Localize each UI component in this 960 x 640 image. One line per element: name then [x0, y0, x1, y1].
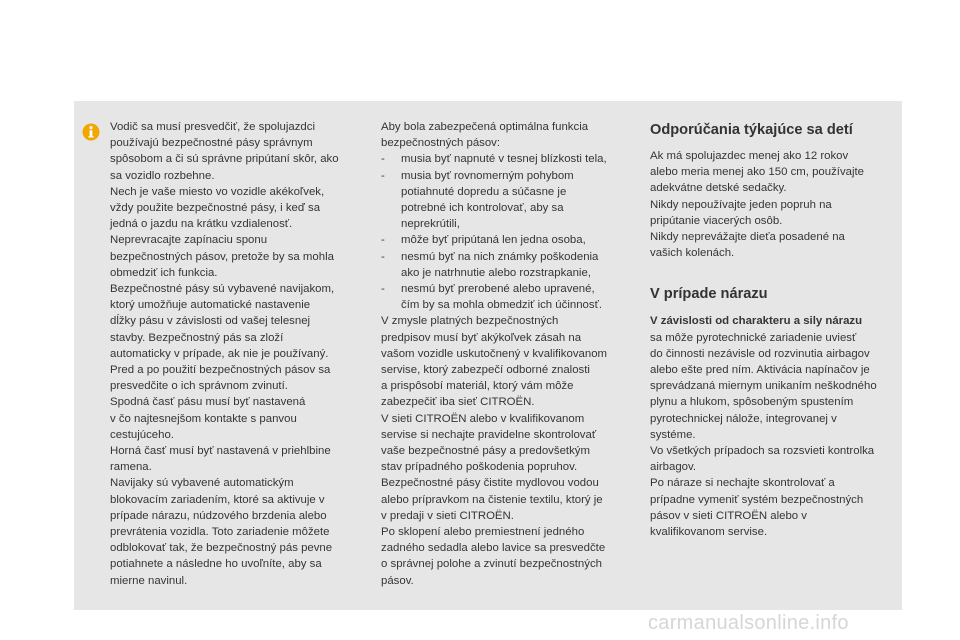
- text-line: alebo ešte pred ním. Aktivácia napínačov je: [650, 364, 870, 377]
- dash-bullet: -: [381, 250, 385, 263]
- text-line: v predaji v sieti CITROËN.: [381, 509, 514, 522]
- text-line: servise si nechajte pravidelne skontrolovať: [381, 428, 597, 441]
- text-line: prevrátenia vozidla. Toto zariadenie môžete: [110, 526, 330, 539]
- text-line: a prispôsobí materiál, ktorý vám môže: [381, 380, 574, 393]
- text-line: airbagov.: [650, 461, 697, 474]
- text-line: zadného sedadla alebo lavice sa presvedčte: [381, 542, 606, 555]
- text-line: môže byť pripútaná len jedna osoba,: [401, 234, 586, 247]
- section-heading-impact: V prípade nárazu: [650, 286, 768, 303]
- seatbelt-instructions-column: [110, 119, 360, 589]
- text-line: vaše bezpečnostné pásy a predovšetkým: [381, 445, 590, 458]
- text-line: vždy použite bezpečnostné pásy, i keď sa: [110, 202, 321, 215]
- text-line: Nikdy neprevážajte dieťa posadené na: [650, 231, 845, 244]
- text-line: servise, ktorý zabezpečí odborné znalosti: [381, 364, 590, 377]
- text-line: Pred a po použití bezpečnostných pásov sa: [110, 364, 331, 377]
- text-line: Horná časť musí byť nastavená v priehlbine: [110, 445, 331, 458]
- text-line: presvedčite o ich správnom zvinutí.: [110, 380, 288, 393]
- text-line: sprevádzaná miernym unikaním neškodného: [650, 380, 877, 393]
- list-item: [381, 168, 639, 233]
- text-line: o správnej polohe a zvinutí bezpečnostných: [381, 558, 602, 571]
- text-line: Bezpečnostné pásy čistite mydlovou vodou: [381, 477, 599, 490]
- text-line: Nikdy nepoužívajte jeden popruh na: [650, 198, 832, 211]
- text-line: musia byť napnuté v tesnej blízkosti tela,: [401, 153, 607, 166]
- text-line: neprekrútili,: [401, 218, 460, 231]
- text-line: prípadne vymeniť systém bezpečnostných: [650, 493, 864, 506]
- text-line: v čo najtesnejšom kontakte s panvou: [110, 412, 297, 425]
- text-line: kvalifikovanom servise.: [650, 526, 768, 539]
- dash-bullet: -: [381, 283, 385, 296]
- text-line: ako je natrhnutie alebo rozstrapkanie,: [401, 266, 591, 279]
- text-line: spôsobom a či sú správne pripútaní skôr, ako: [110, 153, 339, 166]
- text-line: plynu a hlukom, spôsobeným spustením: [650, 396, 854, 409]
- dash-bullet: -: [381, 169, 385, 182]
- text-line: Bezpečnostné pásy sú vybavené navijakom,: [110, 283, 335, 296]
- text-line: systéme.: [650, 428, 696, 441]
- text-line: vašich kolenách.: [650, 247, 735, 260]
- list-item-text: [401, 232, 639, 248]
- text-line: Aby bola zabezpečená optimálna funkcia: [381, 121, 589, 133]
- text-line: blokovacím zariadením, ktoré sa aktivuje v: [110, 493, 325, 506]
- text-line: Vodič sa musí presvedčiť, že spolujazdci: [110, 121, 315, 133]
- list-item: [381, 281, 639, 313]
- text-line: zabezpečiť iba sieť CITROËN.: [381, 396, 535, 409]
- text-line: mierne navinul.: [110, 574, 188, 587]
- text-line: predpisov musí byť akýkoľvek zásah na: [381, 331, 582, 344]
- text-line: obmedziť ich funkcia.: [110, 266, 218, 279]
- text-line: čím by sa mohla obmedziť ich účinnosť.: [401, 299, 603, 312]
- dash-bullet: -: [381, 153, 385, 166]
- watermark: carmanualsonline.info: [648, 612, 849, 634]
- list-item-text: [401, 151, 639, 167]
- text-line: vašom vozidle uskutočnený v kvalifikovanom: [381, 347, 608, 360]
- text-line: V sieti CITROËN alebo v kvalifikovanom: [381, 412, 585, 425]
- text-line: odblokovať tak, že bezpečnostný pás pevne: [110, 542, 333, 555]
- text-line: Neprevracajte zapínaciu sponu: [110, 234, 268, 247]
- list-item-text: [401, 281, 639, 313]
- text-line: stavby. Bezpečnostný pás sa zloží: [110, 331, 284, 344]
- text-line: Nech je vaše miesto vo vozidle akékoľvek,: [110, 185, 325, 198]
- list-item-text: [401, 168, 639, 233]
- list-item: [381, 151, 639, 167]
- text-line-bold: V závislosti od charakteru a sily nárazu: [650, 315, 863, 328]
- text-line: cestujúceho.: [110, 428, 174, 441]
- text-line: potiahnuté dopredu a súčasne je: [401, 185, 567, 198]
- text-line: dĺžky pásu v závislosti od vašej telesnej: [110, 315, 311, 328]
- section-heading-children: Odporúčania týkajúce sa detí: [650, 122, 853, 138]
- text-line: automaticky v prípade, ak nie je používaný.: [110, 347, 329, 360]
- dash-bullet: -: [381, 234, 385, 247]
- text-line: ktorý umožňuje automatické nastavenie: [110, 299, 311, 312]
- text-line: do činnosti nezávisle od rozvinutia airbagov: [650, 347, 870, 360]
- text-line: sa vozidlo rozbehne.: [110, 169, 215, 182]
- text-line: nesmú byť na nich známky poškodenia: [401, 250, 599, 263]
- text-line: Po náraze si nechajte skontrolovať a: [650, 477, 835, 490]
- info-icon: [82, 123, 100, 141]
- text-line: bezpečnostných pásov, pretože by sa mohla: [110, 250, 334, 263]
- text-line: adekvátne detské sedačky.: [650, 182, 787, 195]
- text-line: pásov v sieti CITROËN alebo v: [650, 509, 807, 522]
- text-line: stav prípadného poškodenia popruhov.: [381, 461, 578, 474]
- text-line: Ak má spolujazdec menej ako 12 rokov: [650, 150, 849, 162]
- text-line: nesmú byť prerobené alebo upravené,: [401, 283, 595, 296]
- seatbelt-requirements-column: [381, 119, 639, 589]
- text-line: prípade nárazu, núdzového brzdenia alebo: [110, 509, 327, 522]
- text-line: alebo prípravkom na čistenie textilu, ktorý je: [381, 493, 603, 506]
- text-line: pripútanie viacerých osôb.: [650, 214, 783, 227]
- text-line: Vo všetkých prípadoch sa rozsvieti kontrolka: [650, 445, 875, 458]
- text-line: Po sklopení alebo premiestnení jedného: [381, 526, 585, 539]
- text-line: ramena.: [110, 461, 152, 474]
- text-line: alebo meria menej ako 150 cm, používajte: [650, 166, 865, 179]
- text-line: V zmysle platných bezpečnostných: [381, 315, 559, 328]
- text-line: bezpečnostných pásov:: [381, 137, 501, 150]
- text-line: potiahnete a následne ho uvoľníte, aby sa: [110, 558, 322, 571]
- text-line: Spodná časť pásu musí byť nastavená: [110, 396, 306, 409]
- text-line: jedná o jazdu na krátku vzdialenosť.: [110, 218, 293, 231]
- list-item: [381, 249, 639, 281]
- text-line: Navijaky sú vybavené automatickým: [110, 477, 294, 490]
- text-line: používajú bezpečnostné pásy správnym: [110, 137, 313, 150]
- text-line: potrebné ich kontrolovať, aby sa: [401, 202, 564, 215]
- text-line: sa môže pyrotechnické zariadenie uviesť: [650, 331, 857, 344]
- text-line: pyrotechnickej nálože, integrovanej v: [650, 412, 837, 425]
- list-item-text: [401, 249, 639, 281]
- text-line: musia byť rovnomerným pohybom: [401, 169, 574, 182]
- children-and-impact-column: [650, 119, 900, 540]
- list-item: [381, 232, 639, 248]
- text-line: pásov.: [381, 574, 414, 587]
